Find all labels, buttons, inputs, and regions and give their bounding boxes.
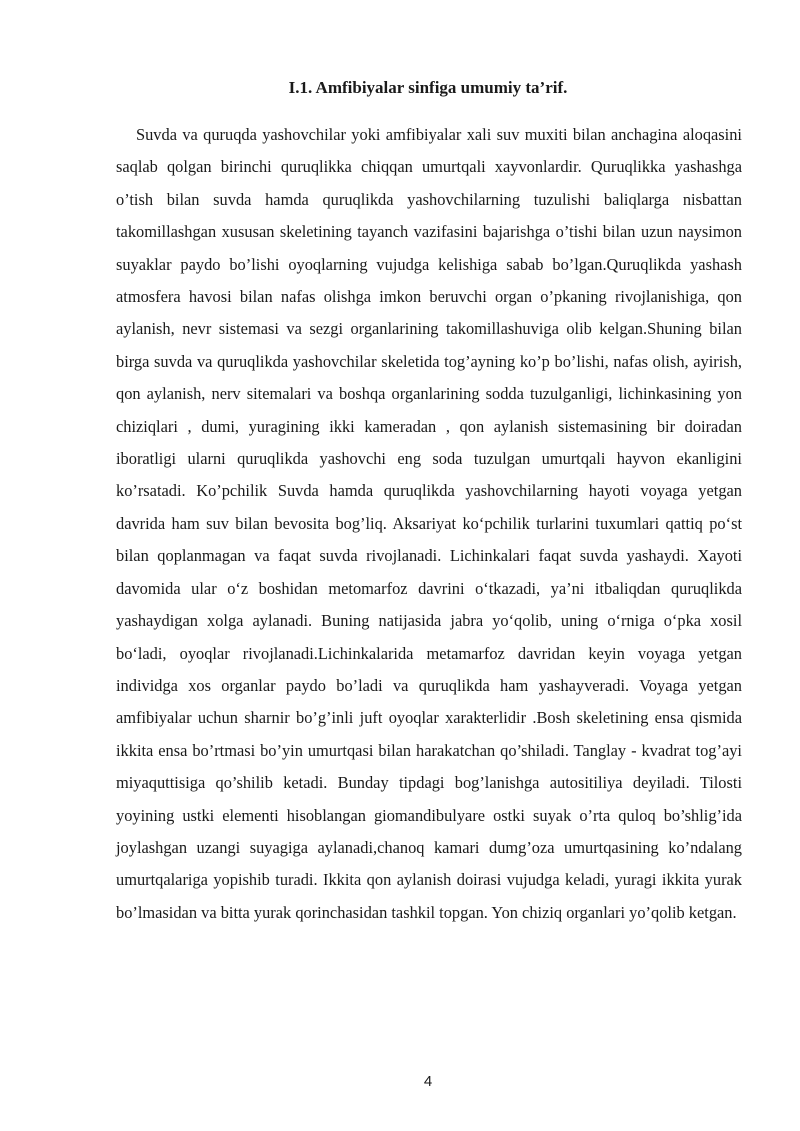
body-paragraph: Suvda va quruqda yashovchilar yoki amfibiyalar xali suv muxiti bilan anchagina aloqasini saqlab qolgan birinchi quruqlikka chiqqan umurtqali xayvonlardir. Quruqlikka yashashga o’tish bilan suvda hamda quruqlikda yashovchilarning tuzulishi baliqlarga nisbattan takomillashgan xususan skeletining tayanch vazifasini bajarishga o’tishi bilan uzun naysimon suyaklar paydo bo’lishi oyoqlarning vujudga kelishiga sabab bo’lgan.Quruqlikda yashash atmosfera havosi bilan nafas olishga imkon beruvchi organ o’pkaning rivojlanishiga, qon aylanish, nevr sistemasi va sezgi organlarining takomillashuviga olib kelgan.Shuning bilan birga suvda va quruqlikda yashovchilar skeletida tog’ayning ko’p bo’lishi, nafas olish, ayirish, qon aylanish, nerv sitemalari va boshqa organlarining sodda tuzulganligi, lichinkasining yon chiziqlari , dumi, yuragining ikki kameradan , qon aylanish sistemasining bir doiradan iboratligi ularni quruqlikda yashovchi eng soda tuzulgan umurtqali hayvon ekanligini ko’rsatadi. Ko’pchilik Suvda hamda quruqlikda yashovchilarning hayoti voyaga yetgan davrida ham suv bilan bevosita bog’liq. Aksariyat ko‘pchilik turlarini tuxumlari qattiq po‘st bilan qoplanmagan va faqat suvda rivojlanadi. Lichinkalari faqat suvda yashaydi. Xayoti davomida ular o‘z boshidan metomarfoz davrini o‘tkazadi, ya’ni itbaliqdan quruqlikda yashaydigan xolga aylanadi. Buning natijasida jabra yo‘qolib, uning o‘rniga o‘pka xosil bo‘ladi, oyoqlar rivojlanadi.Lichinkalarida metamarfoz davridan keyin voyaga yetgan individga xos organlar paydo bo’ladi va quruqlikda ham yashayveradi. Voyaga yetgan amfibiyalar uchun sharnir bo’g’inli juft oyoqlar xarakterlidir .Bosh skeletining ensa qismida ikkita ensa bo’rtmasi bo’yin umurtqasi bilan harakatchan qo’shiladi. Tanglay - kvadrat tog’ayi miyaquttisiga qo’shilib ketadi. Bunday tipdagi bog’lanishga autositiliya deyiladi. Tilosti yoyining ustki elementi hisoblangan giomandibulyare ostki suyak o’rta quloq bo’shlig’ida joylashgan uzangi suyagiga aylanadi,chanoq kamari dumg’oza umurtqasining ko’ndalang umurtqalariga yopishib turadi. Ikkita qon aylanish doirasi vujudga keladi, yuragi ikkita yurak bo’lmasidan va bitta yurak qorinchasidan tashkil topgan. Yon chiziq organlari yo’qolib ketgan. — [116, 125, 742, 922]
section-heading: I.1. Amfibiyalar sinfiga umumiy ta’rif. — [288, 78, 568, 97]
page-number: 4 — [423, 1073, 433, 1090]
